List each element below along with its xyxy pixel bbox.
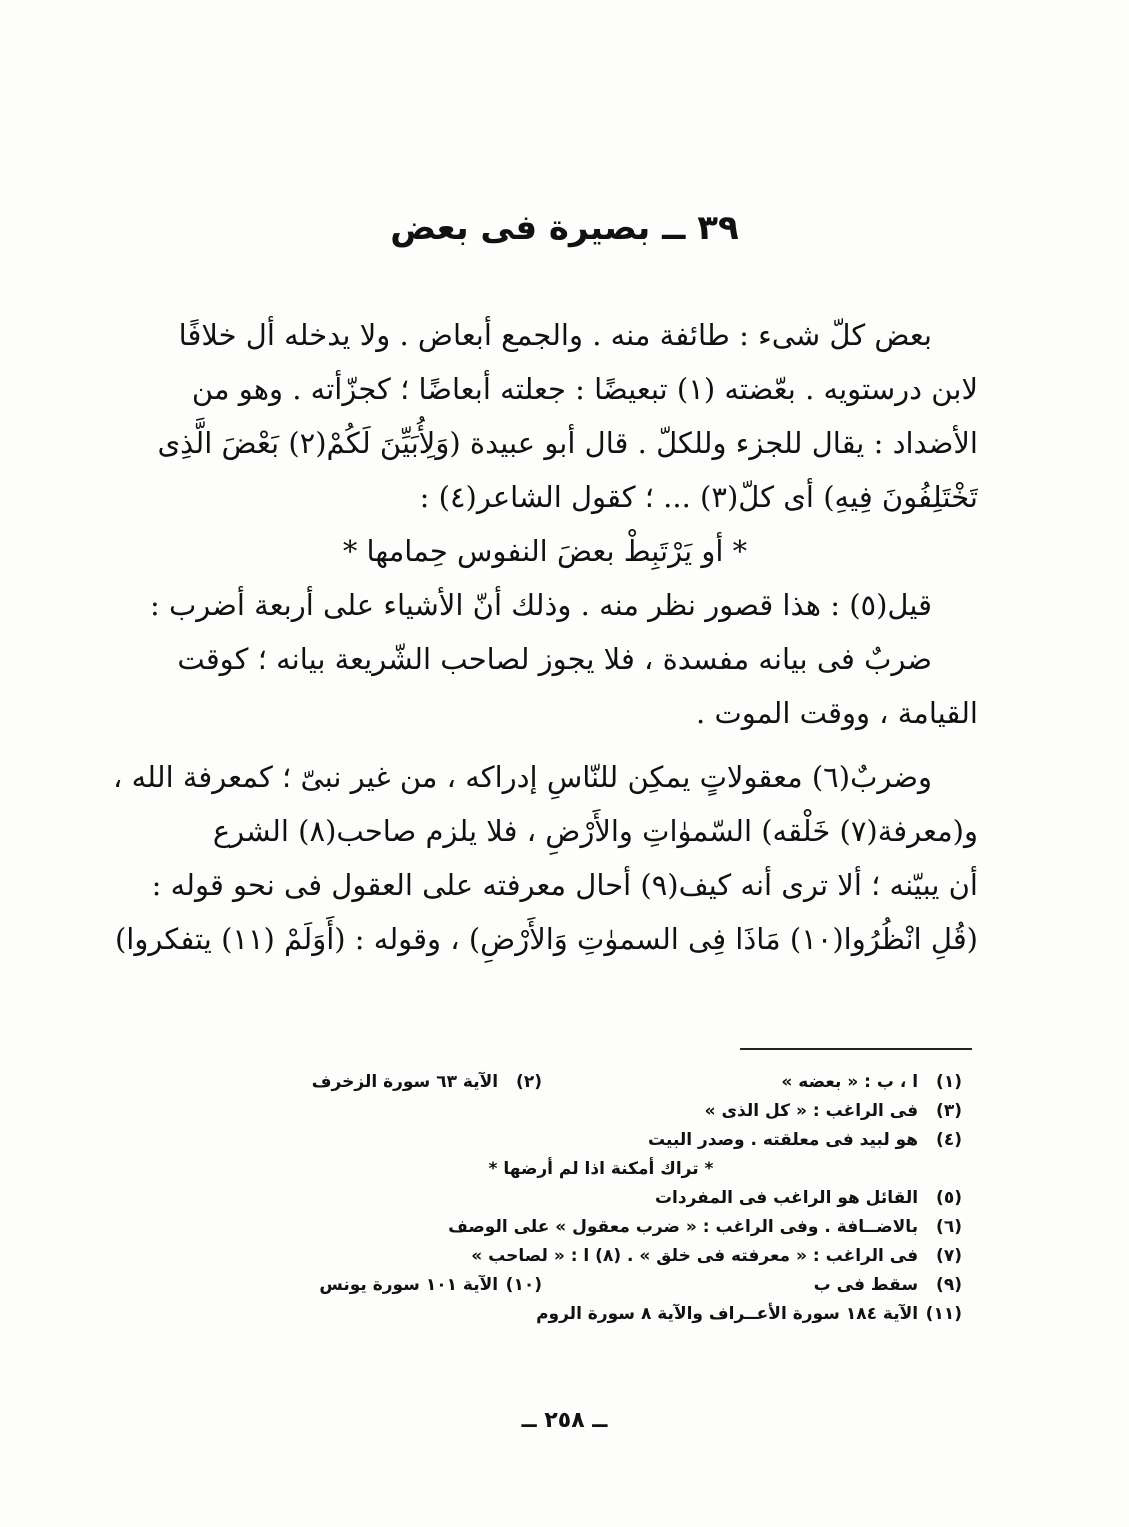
footnote-number: (٢) (516, 1072, 542, 1092)
footnote-secondary (319, 1271, 542, 1300)
body-text (112, 308, 978, 966)
footnote-row (200, 1300, 962, 1329)
body-line: الأضداد : يقال للجزء وللكلّ . قال أبو عبيدة (وَلِأُبَيِّنَ لَكُمْ(٢) بَعْضَ الَّذِى (157, 426, 978, 460)
body-line: أن يبيّنه ؛ ألا ترى أنه كيف(٩) أحال معرفته على العقول فى نحو قوله : (151, 868, 978, 902)
footnote-text: سقط فى ب (813, 1275, 919, 1295)
footnote-number: (٩) (936, 1275, 962, 1295)
footnote-text: الآية ١٨٤ سورة الأعــراف والآية ٨ سورة الروم (536, 1304, 919, 1324)
footnote-row (200, 1271, 962, 1300)
footnote-secondary (312, 1068, 542, 1097)
footnote-text: القائل هو الراغب فى المفردات (654, 1188, 919, 1208)
footnote-verse: * تراك أمكنة اذا لم أرضها * (488, 1159, 714, 1179)
body-line: ضربٌ فى بيانه مفسدة ، فلا يجوز لصاحب الشّريعة بيانه ؛ كوقت (177, 642, 932, 676)
footnote-number: (١٠) (505, 1275, 542, 1295)
body-line: (قُلِ انْظُرُوا(١٠) مَاذَا فِى السموٰتِ وَالأَرْضِ) ، وقوله : (أَوَلَمْ (١١) يتفكروا) (114, 922, 978, 956)
footnote-text: هو لبيد فى معلقته . وصدر البيت (648, 1130, 919, 1150)
footnote-number: (٦) (936, 1217, 962, 1237)
footnote-divider (740, 1048, 972, 1050)
footnote-row (200, 1068, 962, 1097)
chapter-title: ٣٩ ــ بصيرة فى بعض (390, 208, 739, 248)
body-line: بعض كلّ شىء : طائفة منه . والجمع أبعاض . ولا يدخله أل خلافًا (178, 318, 932, 352)
footnote-number: (١) (936, 1072, 962, 1092)
footnote-text: فى الراغب : « معرفته فى خلق » . (٨) ا : « لصاحب » (471, 1246, 919, 1266)
footnote-text: الآية ١٠١ سورة يونس (319, 1275, 499, 1295)
body-line: و(معرفة(٧) خَلْقه) السّموٰاتِ والأَرْضِ ، فلا يلزم صاحب(٨) الشرع (212, 814, 978, 848)
body-line: لابن درستويه . بعّضته (١) تبعيضًا : جعلته أبعاضًا ؛ كجزّأته . وهو من (191, 372, 978, 406)
footnote-row (200, 1242, 962, 1271)
page-number: ــ ٢٥٨ ــ (521, 1408, 608, 1433)
footnote-row (200, 1213, 962, 1242)
footnote-row (200, 1126, 962, 1155)
body-line: وضربٌ(٦) معقولاتٍ يمكِن للنّاسِ إدراكه ، من غير نبىّ ؛ كمعرفة الله ، (113, 760, 932, 794)
footnote-row (200, 1097, 962, 1126)
footnote-number: (٣) (936, 1101, 962, 1121)
footnote-text: بالاضــافة . وفى الراغب : « ضرب معقول » على الوصف (448, 1217, 919, 1237)
footnotes (200, 1068, 962, 1329)
footnote-number: (٥) (936, 1188, 962, 1208)
body-line: تَخْتَلِفُونَ فِيهِ) أى كلّ(٣) ... ؛ كقول الشاعر(٤) : (419, 480, 978, 514)
footnote-text: الآية ٦٣ سورة الزخرف (311, 1072, 499, 1092)
footnote-text: فى الراغب : « كل الذى » (704, 1101, 919, 1121)
poetry-verse: * أو يَرْتَبِطْ بعضَ النفوس حِمامها * (342, 534, 748, 568)
body-line: قيل(٥) : هذا قصور نظر منه . وذلك أنّ الأشياء على أربعة أضرب : (149, 588, 932, 622)
footnote-number: (٤) (936, 1130, 962, 1150)
body-line: القيامة ، ووقت الموت . (696, 696, 978, 730)
footnote-number: (١١) (925, 1304, 962, 1324)
footnote-text: ا ، ب : « بعضه » (781, 1072, 919, 1092)
footnote-number: (٧) (936, 1246, 962, 1266)
footnote-row (200, 1184, 962, 1213)
